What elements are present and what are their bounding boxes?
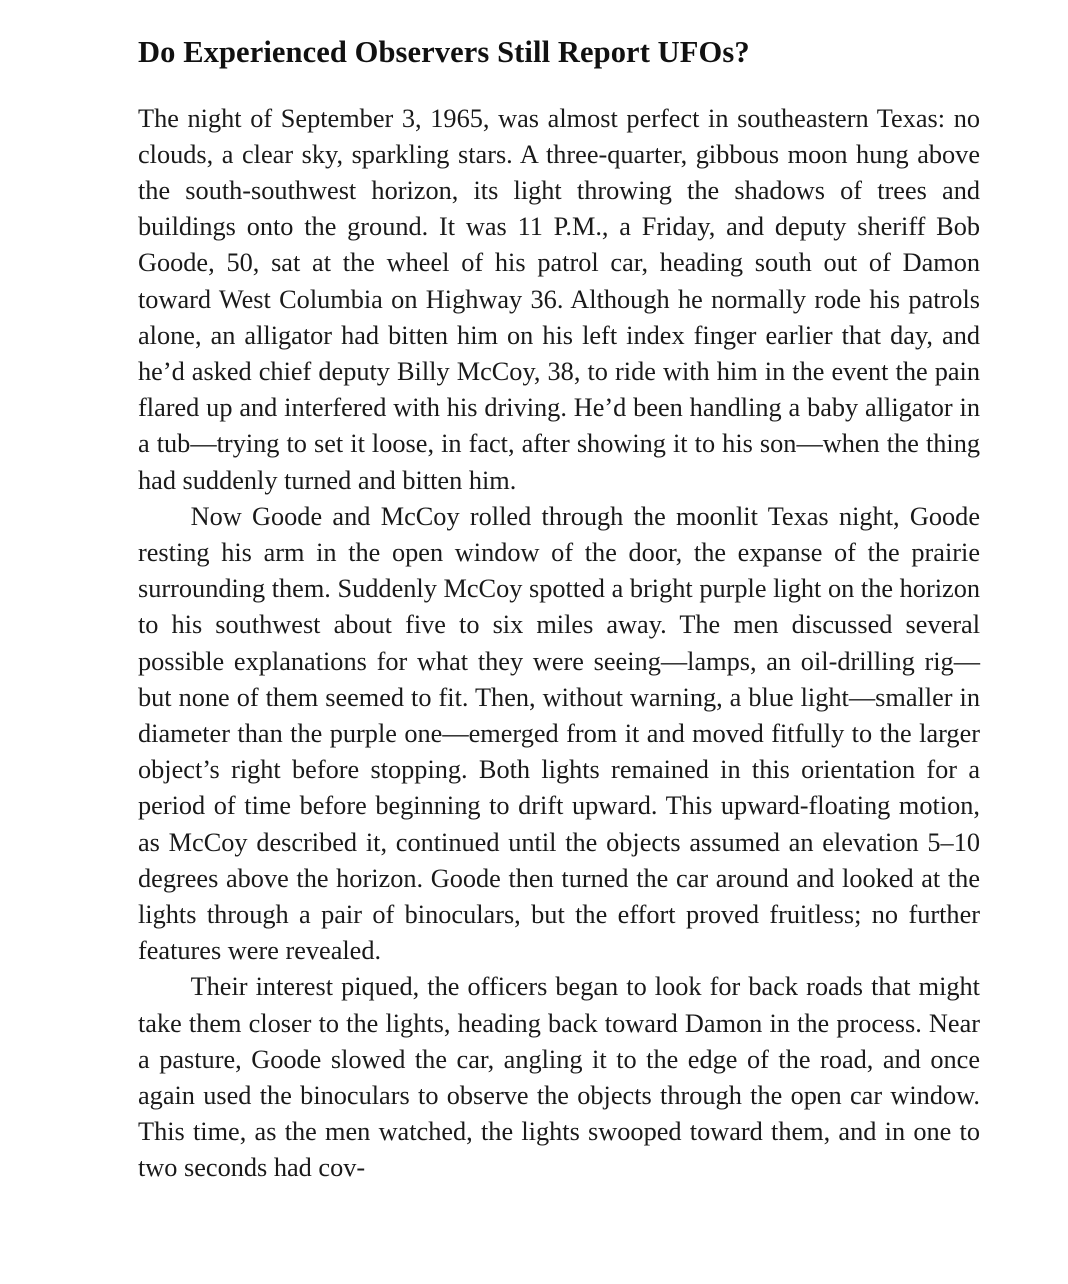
paragraph-2: Now Goode and McCoy rolled through the moonlit Texas night, Goode resting his arm in the open window of the door, the expanse of the prairie surrounding them. Suddenly McCoy spotted a bright purple light on the horizon to his southwest about five to six miles away. The men discussed several possible explanations for what they were seeing—lamps, an oil-drilling rig—but none of them seemed to fit. Then, without warning, a blue light—smaller in diameter than the purple one—emerged from it and moved fitfully to the larger object’s right before stopping. Both lights remained in this orientation for a period of time before beginning to drift upward. This upward-floating motion, as McCoy described it, continued until the objects assumed an elevation 5–10 degrees above the horizon. Goode then turned the car around and looked at the lights through a pair of binoculars, but the effort proved fruitless; no further features were revealed. xyxy=(138,501,980,966)
paragraph-3: Their interest piqued, the officers began to look for back roads that might take them closer to the lights, heading back toward Damon in the process. Near a pasture, Goode slowed the car, angling it to the edge of the road, and once again used the binoculars to observe the objects through the open car window. This time, as the men watched, the lights swooped toward them, and in one to two seconds had cov- xyxy=(138,972,980,1183)
paragraph-1: The night of September 3, 1965, was almost perfect in southeastern Texas: no clouds, a clear sky, sparkling stars. A three-quarter, gibbous moon hung above the south-southwest horizon, its light throwing the shadows of trees and buildings onto the ground. It was 11 P.M., a Friday, and deputy sheriff Bob Goode, 50, sat at the wheel of his patrol car, heading south out of Damon toward West Columbia on Highway 36. Although he normally rode his patrols alone, an alligator had bitten him on his left index finger earlier that day, and he’d asked chief deputy Billy McCoy, 38, to ride with him in the event the pain flared up and interfered with his driving. He’d been handling a baby alligator in a tub—trying to set it loose, in fact, after showing it to his son—when the thing had suddenly turned and bitten him. xyxy=(138,103,980,495)
body-text xyxy=(138,101,980,1187)
page-title: Do Experienced Observers Still Report UFOs? xyxy=(138,35,750,69)
